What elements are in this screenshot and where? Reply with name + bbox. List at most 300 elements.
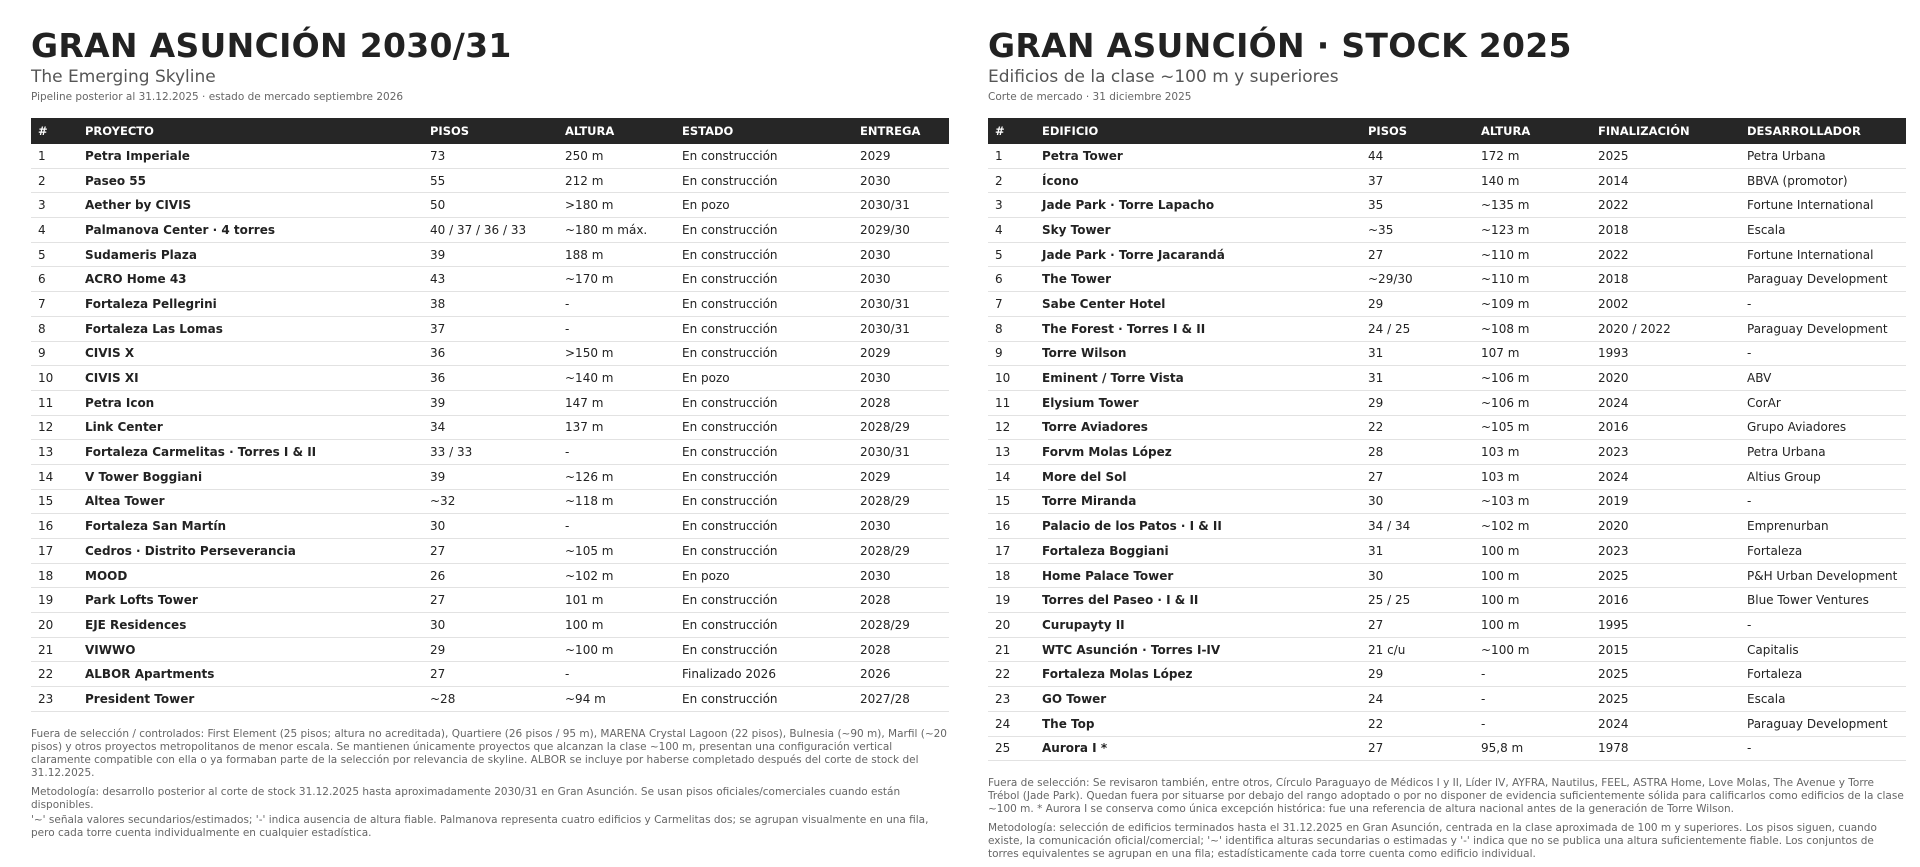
row-rank: 5 (988, 242, 1035, 267)
table-cell: En construcción (675, 539, 853, 564)
table-cell: ~28 (423, 687, 558, 712)
table-cell: ~100 m (1474, 637, 1591, 662)
table-row (988, 168, 1906, 193)
table-cell: En construcción (675, 489, 853, 514)
table-cell: En pozo (675, 193, 853, 218)
table-cell: 2028/29 (853, 613, 949, 638)
table-cell: 2018 (1591, 218, 1740, 243)
table-cell: 37 (423, 316, 558, 341)
table-cell: 2016 (1591, 588, 1740, 613)
pipeline-table-header (31, 118, 949, 144)
table-cell: 2029/30 (853, 218, 949, 243)
table-row (31, 440, 949, 465)
table-row (31, 366, 949, 391)
header-cell: DESARROLLADOR (1747, 124, 1861, 138)
pipeline-meta: Pipeline posterior al 31.12.2025 · estado de mercado septiembre 2026 (31, 91, 404, 103)
table-cell: 2028 (853, 588, 949, 613)
table-row (988, 489, 1906, 514)
header-cell: ENTREGA (860, 124, 921, 138)
table-cell: 140 m (1474, 168, 1591, 193)
table-cell: Fortune International (1740, 193, 1906, 218)
row-rank: 20 (31, 613, 78, 638)
header-cell: PISOS (1368, 124, 1408, 138)
row-rank: 23 (31, 687, 78, 712)
table-cell: 2015 (1591, 637, 1740, 662)
row-name: Torre Miranda (1035, 489, 1361, 514)
stock-table (988, 118, 1906, 761)
row-rank: 18 (31, 563, 78, 588)
table-cell: 103 m (1474, 464, 1591, 489)
table-cell: 137 m (558, 415, 675, 440)
table-row (988, 440, 1906, 465)
table-cell: 100 m (1474, 539, 1591, 564)
table-row (31, 390, 949, 415)
table-cell: 29 (1361, 662, 1474, 687)
table-cell: En construcción (675, 242, 853, 267)
table-cell: 28 (1361, 440, 1474, 465)
note-paragraph: Fuera de selección: Se revisaron también, entre otros, Círculo Paraguayo de Médicos I y II, Líder IV, AYFRA, Nautilus, FEEL, ASTRA Home, Love Molas, The Avenue y Torre Trébol (Jade Park). Quedan fuera por situarse por debajo del rango adoptado o por no disponer de evidencia suficientemente sólida para calificarlos como edificios de la clase ~100 m. * Aurora I se conserva como única excepción histórica: fue una referencia de altura nacional antes de la generación de Torre Wilson. (988, 777, 1904, 816)
table-cell: ~123 m (1474, 218, 1591, 243)
table-cell: En construcción (675, 390, 853, 415)
row-rank: 6 (31, 267, 78, 292)
row-name: Palacio de los Patos · I & II (1035, 514, 1361, 539)
row-name: Altea Tower (78, 489, 423, 514)
table-cell: 2022 (1591, 242, 1740, 267)
table-cell: 27 (1361, 464, 1474, 489)
table-row (31, 218, 949, 243)
table-row (31, 539, 949, 564)
header-cell: # (995, 124, 1005, 138)
table-row (31, 563, 949, 588)
table-row (988, 316, 1906, 341)
table-cell: 37 (1361, 168, 1474, 193)
row-name: Fortaleza Pellegrini (78, 292, 423, 317)
table-cell: ~106 m (1474, 366, 1591, 391)
row-name: Fortaleza Carmelitas · Torres I & II (78, 440, 423, 465)
table-row (988, 292, 1906, 317)
row-name: Home Palace Tower (1035, 563, 1361, 588)
header-row (988, 118, 1906, 144)
pipeline-table-body (31, 144, 949, 711)
table-row (31, 464, 949, 489)
table-cell: ~103 m (1474, 489, 1591, 514)
table-cell: 27 (423, 662, 558, 687)
table-row (988, 390, 1906, 415)
table-cell: CorAr (1740, 390, 1906, 415)
row-rank: 4 (31, 218, 78, 243)
row-rank: 22 (31, 662, 78, 687)
table-cell: 2022 (1591, 193, 1740, 218)
row-rank: 14 (31, 464, 78, 489)
table-row (31, 613, 949, 638)
table-cell: Grupo Aviadores (1740, 415, 1906, 440)
header-cell: PISOS (430, 124, 470, 138)
row-rank: 2 (988, 168, 1035, 193)
header-cell: # (38, 124, 48, 138)
row-rank: 5 (31, 242, 78, 267)
table-cell: 100 m (1474, 588, 1591, 613)
table-cell: En construcción (675, 316, 853, 341)
table-cell: ~109 m (1474, 292, 1591, 317)
row-rank: 17 (988, 539, 1035, 564)
table-cell: ~105 m (1474, 415, 1591, 440)
table-row (988, 711, 1906, 736)
row-rank: 22 (988, 662, 1035, 687)
table-cell: 2030 (853, 267, 949, 292)
table-cell: 1993 (1591, 341, 1740, 366)
pipeline-notes (31, 728, 949, 840)
row-rank: 10 (31, 366, 78, 391)
row-rank: 13 (31, 440, 78, 465)
row-rank: 11 (31, 390, 78, 415)
table-cell: 31 (1361, 539, 1474, 564)
row-name: Elysium Tower (1035, 390, 1361, 415)
table-cell: 2029 (853, 341, 949, 366)
table-cell: En construcción (675, 144, 853, 168)
row-name: Aurora I * (1035, 736, 1361, 761)
table-cell: >150 m (558, 341, 675, 366)
table-cell: 2030 (853, 514, 949, 539)
table-cell: 24 / 25 (1361, 316, 1474, 341)
table-cell: 2028/29 (853, 539, 949, 564)
table-cell: 2023 (1591, 440, 1740, 465)
table-cell: BBVA (promotor) (1740, 168, 1906, 193)
table-row (31, 168, 949, 193)
table-cell: 101 m (558, 588, 675, 613)
row-name: Sudameris Plaza (78, 242, 423, 267)
table-cell: En construcción (675, 588, 853, 613)
row-name: Forvm Molas López (1035, 440, 1361, 465)
note-paragraph: Metodología: selección de edificios terminados hasta el 31.12.2025 en Gran Asunción, centrada en la clase aproximada de 100 m y superiores. Los pisos siguen, cuando existe, la comunicación oficial/comercial; '~' identifica alturas secundarias o estimadas y '-' indica que no se publica una altura suficientemente fiable. Los conjuntos de torres equivalentes se agrupan en una fila; estadísticamente cada torre cuenta como edificio individual. (988, 822, 1877, 861)
table-cell: 39 (423, 390, 558, 415)
table-cell: 2030 (853, 366, 949, 391)
table-cell: ~180 m máx. (558, 218, 675, 243)
table-cell: - (1474, 687, 1591, 712)
table-cell: 2030 (853, 563, 949, 588)
table-cell: 55 (423, 168, 558, 193)
table-row (31, 316, 949, 341)
row-rank: 11 (988, 390, 1035, 415)
table-row (988, 563, 1906, 588)
row-name: The Forest · Torres I & II (1035, 316, 1361, 341)
table-cell: 22 (1361, 415, 1474, 440)
table-row (988, 341, 1906, 366)
row-name: Fortaleza San Martín (78, 514, 423, 539)
row-name: More del Sol (1035, 464, 1361, 489)
table-cell: Petra Urbana (1740, 144, 1906, 168)
row-name: ALBOR Apartments (78, 662, 423, 687)
table-cell: 29 (1361, 292, 1474, 317)
table-cell: 44 (1361, 144, 1474, 168)
row-name: ACRO Home 43 (78, 267, 423, 292)
table-cell: ~118 m (558, 489, 675, 514)
table-row (988, 687, 1906, 712)
table-cell: En construcción (675, 218, 853, 243)
table-row (31, 242, 949, 267)
header-cell: ALTURA (1481, 124, 1531, 138)
pipeline-panel (31, 26, 949, 846)
table-cell: 1995 (1591, 613, 1740, 638)
row-rank: 21 (988, 637, 1035, 662)
row-name: President Tower (78, 687, 423, 712)
row-rank: 21 (31, 637, 78, 662)
row-name: V Tower Boggiani (78, 464, 423, 489)
row-rank: 15 (31, 489, 78, 514)
row-name: Torre Wilson (1035, 341, 1361, 366)
table-cell: - (558, 292, 675, 317)
table-row (988, 662, 1906, 687)
table-cell: - (558, 440, 675, 465)
row-name: Eminent / Torre Vista (1035, 366, 1361, 391)
table-cell: 2030/31 (853, 193, 949, 218)
table-cell: 2024 (1591, 464, 1740, 489)
table-cell: Fortaleza (1740, 539, 1906, 564)
table-cell: En construcción (675, 292, 853, 317)
table-row (988, 464, 1906, 489)
table-row (31, 588, 949, 613)
row-rank: 20 (988, 613, 1035, 638)
table-cell: 2024 (1591, 711, 1740, 736)
row-name: Petra Imperiale (78, 144, 423, 168)
table-cell: 33 / 33 (423, 440, 558, 465)
table-cell: Paraguay Development (1740, 711, 1906, 736)
table-row (988, 514, 1906, 539)
row-name: Jade Park · Torre Lapacho (1035, 193, 1361, 218)
table-cell: - (1740, 613, 1906, 638)
table-cell: 2028/29 (853, 489, 949, 514)
table-cell: 50 (423, 193, 558, 218)
table-cell: 2030/31 (853, 316, 949, 341)
table-cell: 2018 (1591, 267, 1740, 292)
table-cell: ~105 m (558, 539, 675, 564)
table-cell: ~135 m (1474, 193, 1591, 218)
table-cell: En pozo (675, 563, 853, 588)
row-name: Park Lofts Tower (78, 588, 423, 613)
row-rank: 1 (31, 144, 78, 168)
row-rank: 9 (988, 341, 1035, 366)
table-cell: En construcción (675, 168, 853, 193)
table-cell: 26 (423, 563, 558, 588)
row-rank: 25 (988, 736, 1035, 761)
table-row (31, 687, 949, 712)
table-cell: 107 m (1474, 341, 1591, 366)
table-row (31, 637, 949, 662)
row-rank: 15 (988, 489, 1035, 514)
table-row (31, 415, 949, 440)
table-cell: >180 m (558, 193, 675, 218)
table-cell: - (1740, 341, 1906, 366)
table-row (988, 267, 1906, 292)
stock-subtitle: Edificios de la clase ~100 m y superiores (988, 67, 1339, 87)
table-cell: 100 m (1474, 563, 1591, 588)
table-cell: - (1474, 662, 1591, 687)
table-cell: 2024 (1591, 390, 1740, 415)
table-cell: 2025 (1591, 144, 1740, 168)
table-cell: 172 m (1474, 144, 1591, 168)
table-cell: 39 (423, 464, 558, 489)
table-cell: P&H Urban Development (1740, 563, 1906, 588)
row-name: Fortaleza Boggiani (1035, 539, 1361, 564)
table-cell: Escala (1740, 687, 1906, 712)
table-cell: En construcción (675, 687, 853, 712)
row-rank: 12 (31, 415, 78, 440)
table-cell: 2020 / 2022 (1591, 316, 1740, 341)
row-name: Sky Tower (1035, 218, 1361, 243)
table-row (988, 193, 1906, 218)
table-cell: 27 (423, 539, 558, 564)
row-rank: 8 (988, 316, 1035, 341)
table-cell: 29 (1361, 390, 1474, 415)
stock-title: GRAN ASUNCIÓN · STOCK 2025 (988, 26, 1572, 65)
row-rank: 3 (988, 193, 1035, 218)
row-rank: 14 (988, 464, 1035, 489)
table-cell: 27 (1361, 613, 1474, 638)
table-cell: 147 m (558, 390, 675, 415)
table-cell: ~94 m (558, 687, 675, 712)
table-cell: 103 m (1474, 440, 1591, 465)
row-rank: 4 (988, 218, 1035, 243)
table-row (31, 514, 949, 539)
table-cell: ~170 m (558, 267, 675, 292)
table-cell: Blue Tower Ventures (1740, 588, 1906, 613)
table-row (31, 662, 949, 687)
table-cell: 34 / 34 (1361, 514, 1474, 539)
row-name: Fortaleza Las Lomas (78, 316, 423, 341)
table-cell: 27 (1361, 736, 1474, 761)
row-name: Torres del Paseo · I & II (1035, 588, 1361, 613)
table-cell: En construcción (675, 613, 853, 638)
row-name: WTC Asunción · Torres I-IV (1035, 637, 1361, 662)
row-rank: 19 (31, 588, 78, 613)
table-cell: 25 / 25 (1361, 588, 1474, 613)
row-name: Paseo 55 (78, 168, 423, 193)
note-paragraph: Metodología: desarrollo posterior al corte de stock 31.12.2025 hasta aproximadamente 2030/31 en Gran Asunción. Se usan pisos oficiales/comerciales cuando están disponibles. (31, 785, 901, 811)
table-cell: ~108 m (1474, 316, 1591, 341)
stock-meta: Corte de mercado · 31 diciembre 2025 (988, 91, 1192, 103)
table-cell: 2030/31 (853, 292, 949, 317)
table-cell: 2002 (1591, 292, 1740, 317)
table-cell: 2014 (1591, 168, 1740, 193)
table-cell: 30 (423, 613, 558, 638)
table-cell: 40 / 37 / 36 / 33 (423, 218, 558, 243)
table-row (988, 144, 1906, 168)
table-cell: Altius Group (1740, 464, 1906, 489)
row-rank: 12 (988, 415, 1035, 440)
table-cell: 2026 (853, 662, 949, 687)
pipeline-subtitle: The Emerging Skyline (31, 67, 216, 87)
table-cell: 212 m (558, 168, 675, 193)
table-cell: 2023 (1591, 539, 1740, 564)
table-row (988, 736, 1906, 761)
row-rank: 3 (31, 193, 78, 218)
table-cell: - (1474, 711, 1591, 736)
table-cell: 30 (1361, 489, 1474, 514)
table-cell: En construcción (675, 514, 853, 539)
table-cell: 31 (1361, 366, 1474, 391)
table-cell: Petra Urbana (1740, 440, 1906, 465)
table-cell: 100 m (558, 613, 675, 638)
table-cell: ~106 m (1474, 390, 1591, 415)
table-cell: ~110 m (1474, 267, 1591, 292)
table-cell: 2025 (1591, 687, 1740, 712)
table-cell: En construcción (675, 637, 853, 662)
table-cell: ~126 m (558, 464, 675, 489)
row-name: Link Center (78, 415, 423, 440)
table-cell: 250 m (558, 144, 675, 168)
header-cell: FINALIZACIÓN (1598, 124, 1690, 138)
table-cell: - (558, 316, 675, 341)
table-cell: 2027/28 (853, 687, 949, 712)
table-cell: 2029 (853, 144, 949, 168)
row-rank: 2 (31, 168, 78, 193)
note-paragraph: '~' señala valores secundarios/estimados; '-' indica ausencia de altura fiable. Palmanova representa cuatro edificios y Carmelitas dos; se agrupan visualmente en una fila, pero cada torre cuenta individualmente en cualquier estadística. (31, 813, 929, 839)
row-name: CIVIS XI (78, 366, 423, 391)
row-name: Petra Icon (78, 390, 423, 415)
header-cell: EDIFICIO (1042, 124, 1099, 138)
table-cell: ~102 m (558, 563, 675, 588)
table-cell: Escala (1740, 218, 1906, 243)
table-cell: Fortune International (1740, 242, 1906, 267)
table-cell: 36 (423, 341, 558, 366)
table-cell: ~29/30 (1361, 267, 1474, 292)
table-cell: Capitalis (1740, 637, 1906, 662)
row-rank: 16 (31, 514, 78, 539)
table-cell: En pozo (675, 366, 853, 391)
table-cell: 24 (1361, 687, 1474, 712)
table-cell: Emprenurban (1740, 514, 1906, 539)
table-cell: 31 (1361, 341, 1474, 366)
stock-table-body (988, 144, 1906, 761)
table-cell: 2016 (1591, 415, 1740, 440)
table-cell: 2025 (1591, 662, 1740, 687)
row-name: GO Tower (1035, 687, 1361, 712)
table-cell: 39 (423, 242, 558, 267)
table-cell: - (1740, 736, 1906, 761)
table-cell: 29 (423, 637, 558, 662)
table-cell: - (1740, 489, 1906, 514)
table-cell: En construcción (675, 415, 853, 440)
table-cell: Finalizado 2026 (675, 662, 853, 687)
row-name: EJE Residences (78, 613, 423, 638)
table-cell: - (1740, 292, 1906, 317)
table-cell: 2019 (1591, 489, 1740, 514)
table-cell: - (558, 514, 675, 539)
row-rank: 7 (31, 292, 78, 317)
table-row (988, 218, 1906, 243)
note-paragraph: Fuera de selección / controlados: First Element (25 pisos; altura no acreditada), Quartiere (26 pisos / 95 m), MARENA Crystal Lagoon (22 pisos), Bulnesia (~90 m), Marfil (~20 pisos) y otros proyectos metropolitanos de menor escala. Se mantienen únicamente proyectos que alcanzan la clase ~100 m, presentan una configuración vertical claramente compatible con ella o ya formaban parte de la selección por relevancia de skyline. ALBOR se incluye por haberse completado después del corte de stock del 31.12.2025. (31, 727, 947, 779)
table-cell: ~102 m (1474, 514, 1591, 539)
table-cell: 1978 (1591, 736, 1740, 761)
table-cell: ABV (1740, 366, 1906, 391)
table-cell: 2030/31 (853, 440, 949, 465)
row-name: Torre Aviadores (1035, 415, 1361, 440)
table-cell: 2028/29 (853, 415, 949, 440)
row-rank: 17 (31, 539, 78, 564)
table-cell: 35 (1361, 193, 1474, 218)
table-row (988, 366, 1906, 391)
row-rank: 6 (988, 267, 1035, 292)
table-cell: 2025 (1591, 563, 1740, 588)
table-cell: 27 (423, 588, 558, 613)
table-cell: En construcción (675, 267, 853, 292)
table-row (988, 613, 1906, 638)
row-name: Petra Tower (1035, 144, 1361, 168)
pipeline-title: GRAN ASUNCIÓN 2030/31 (31, 26, 512, 65)
table-cell: Paraguay Development (1740, 267, 1906, 292)
row-rank: 13 (988, 440, 1035, 465)
row-name: CIVIS X (78, 341, 423, 366)
table-cell: 2030 (853, 168, 949, 193)
